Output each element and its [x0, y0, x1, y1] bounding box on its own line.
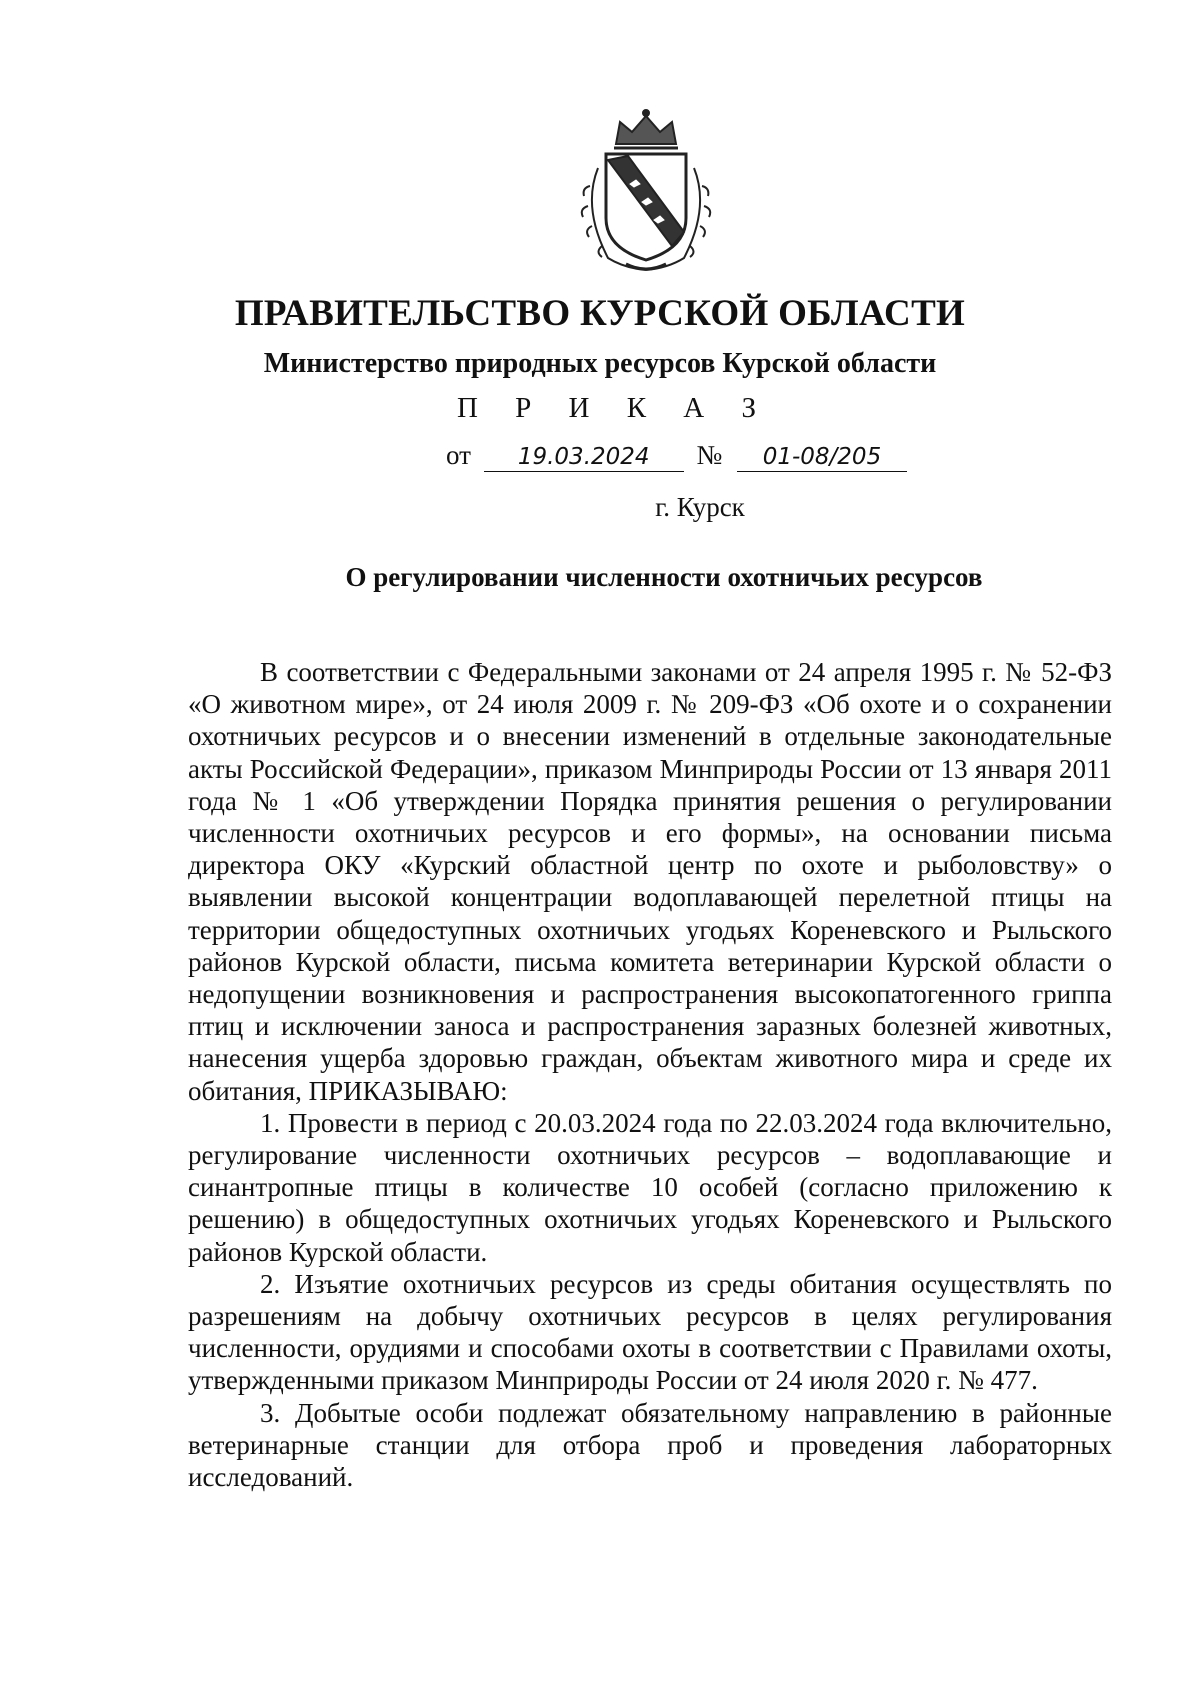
ministry-title: Министерство природных ресурсов Курской области — [263, 348, 937, 379]
number-prefix: № — [696, 440, 723, 470]
clause-3: 3. Добытые особи подлежат обязательному направлению в районные ветеринарные станции для отбора проб и проведения лабораторных исследований. — [188, 1397, 1112, 1493]
order-subject: О регулировании численности охотничьих ресурсов — [345, 562, 983, 592]
order-number-handwritten: 01-08/205 — [737, 443, 907, 472]
clause-2: 2. Изъятие охотничьих ресурсов из среды обитания осуществлять по разрешениям на добычу охотничьих ресурсов в целях регулирования численности, орудиями и способами охоты в соответствии с Правилами охоты, утвержденными приказом Минприроды России от 24 июля 2020 г. № 477. — [188, 1268, 1112, 1396]
order-date-handwritten: 19.03.2024 — [484, 443, 684, 472]
order-date-number-line — [446, 440, 907, 472]
government-title: ПРАВИТЕЛЬСТВО КУРСКОЙ ОБЛАСТИ — [234, 293, 966, 334]
city: г. Курск — [655, 492, 745, 522]
coat-of-arms-icon — [568, 108, 724, 273]
order-body — [188, 656, 1112, 1493]
clause-1: 1. Провести в период с 20.03.2024 года по 22.03.2024 года включительно, регулирование численности охотничьих ресурсов – водоплавающие и синантропные птицы в количестве 10 особей (согласно приложению к решению) в общедоступных охотничьих угодьях Кореневского и Рыльского районов Курской области. — [188, 1107, 1112, 1267]
document-type: П Р И К А З — [456, 392, 772, 424]
date-prefix: от — [446, 440, 471, 470]
preamble-paragraph: В соответствии с Федеральными законами от 24 апреля 1995 г. № 52-ФЗ «О животном мире», от 24 июля 2009 г. № 209-ФЗ «Об охоте и о сохранении охотничьих ресурсов и о внесении изменений в отдельные законодательные акты Российской Федерации», приказом Минприроды России от 13 января 2011 года № 1 «Об утверждении Порядка принятия решения о регулировании численности охотничьих ресурсов и его формы», на основании письма директора ОКУ «Курский областной центр по охоте и рыболовству» о выявлении высокой концентрации водоплавающей перелетной птицы на территории общедоступных охотничьих угодьях Кореневского и Рыльского районов Курской области, письма комитета ветеринарии Курской области о недопущении возникновения и распространения высокопатогенного гриппа птиц и исключении заноса и распространения заразных болезней животных, нанесения ущерба здоровью граждан, объектам животного мира и среде их обитания, ПРИКАЗЫВАЮ: — [188, 657, 1112, 1106]
